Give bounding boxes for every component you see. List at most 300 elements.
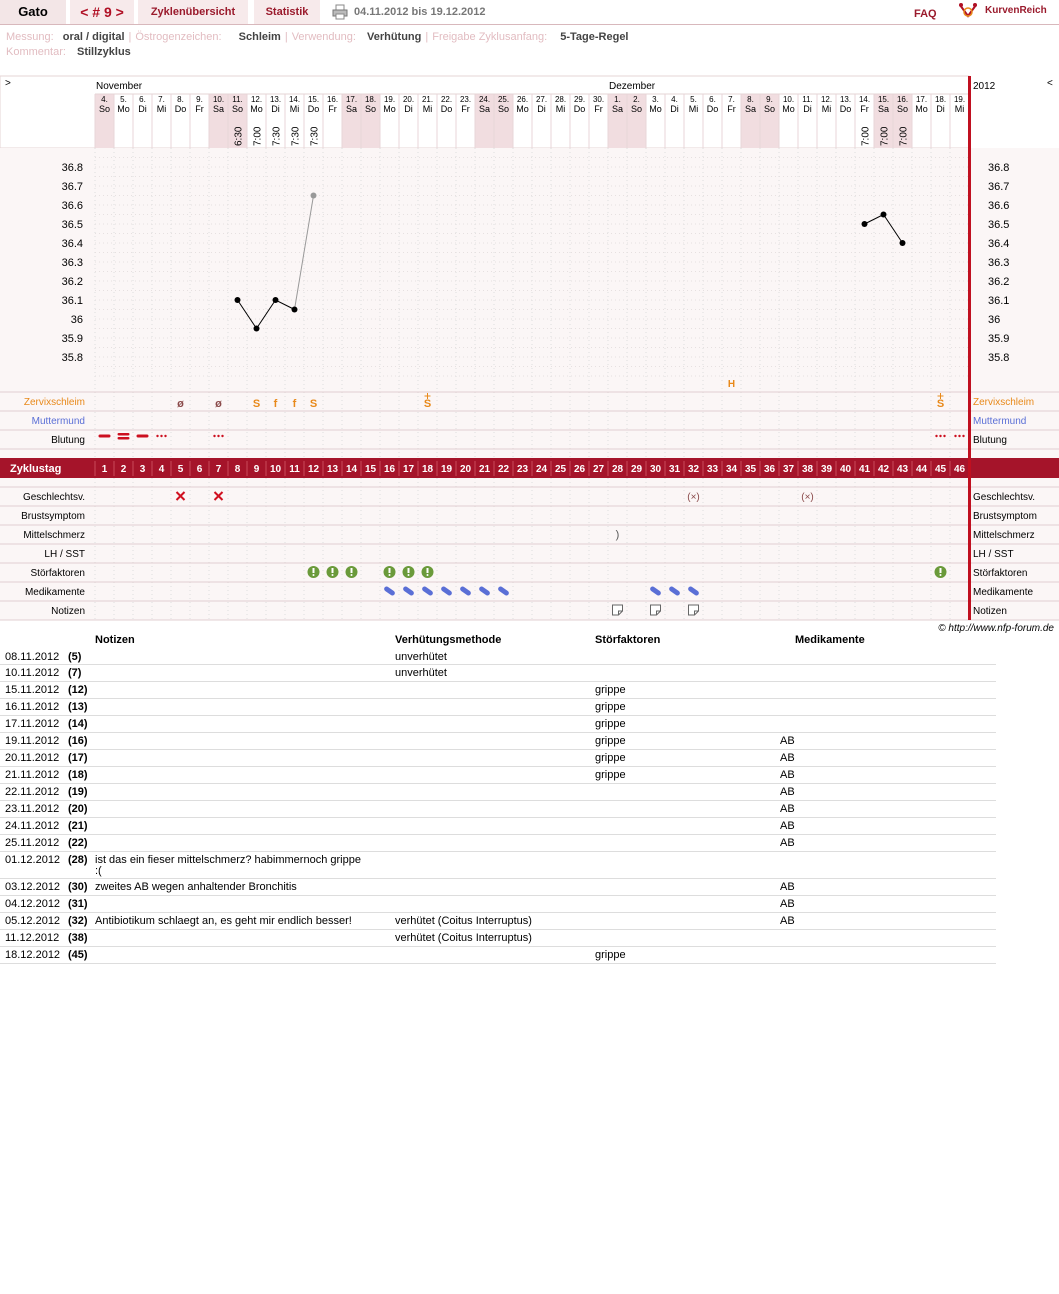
cycle-day-number: 35 bbox=[744, 464, 757, 475]
faq-link[interactable]: FAQ bbox=[914, 8, 937, 20]
row-date: 03.12.2012 bbox=[5, 881, 61, 893]
weekday-label: Sa bbox=[212, 104, 225, 114]
row-date: 18.12.2012 bbox=[5, 949, 61, 961]
disturbance-icon-bar bbox=[332, 568, 334, 573]
disturbance-icon-dot bbox=[332, 574, 334, 576]
temp-tick-right: 36.3 bbox=[988, 257, 1010, 269]
temp-point bbox=[235, 297, 241, 303]
weekday-label: Fr bbox=[461, 104, 470, 114]
verwendung-value: Verhütung bbox=[366, 31, 422, 43]
row-medication: AB bbox=[780, 837, 795, 849]
weekday-label: Do bbox=[174, 104, 187, 114]
label-zervixschleim: Zervixschleim bbox=[23, 397, 85, 408]
row-medication: AB bbox=[780, 803, 795, 815]
cycle-day-number: 28 bbox=[611, 464, 624, 475]
table-row bbox=[0, 699, 996, 716]
measure-time: 7:00 bbox=[252, 126, 264, 146]
date-label: 11. bbox=[802, 95, 813, 104]
label-brust: Brustsymptom bbox=[21, 511, 85, 522]
zervix-mark: S bbox=[936, 398, 945, 410]
bleeding-strong bbox=[118, 437, 130, 440]
cycle-day-number: 2 bbox=[120, 464, 127, 475]
row-date: 23.11.2012 bbox=[5, 803, 60, 815]
bleeding-spotting bbox=[962, 435, 964, 437]
label-notizen: Notizen bbox=[51, 606, 85, 617]
month-december: Dezember bbox=[609, 81, 656, 92]
date-label: 12. bbox=[820, 95, 833, 104]
table-row bbox=[0, 733, 996, 750]
row-cycle-day: (13) bbox=[68, 701, 88, 713]
row-disturbance: grippe bbox=[595, 701, 626, 713]
date-label: 20. bbox=[402, 95, 415, 104]
date-label: 7. bbox=[158, 95, 165, 104]
weekday-label: Mi bbox=[289, 104, 300, 114]
bleeding-spotting bbox=[156, 435, 158, 437]
date-label: 15. bbox=[307, 95, 320, 104]
freigabe-value: 5-Tage-Regel bbox=[560, 31, 629, 43]
row-medication: AB bbox=[780, 786, 795, 798]
date-label: 30. bbox=[592, 95, 605, 104]
temp-tick-left: 36.6 bbox=[61, 200, 83, 212]
weekday-label: Fr bbox=[727, 104, 736, 114]
row-cycle-day: (14) bbox=[68, 718, 88, 730]
measure-time: 7:30 bbox=[290, 126, 302, 146]
table-row bbox=[0, 767, 996, 784]
date-label: 2. bbox=[633, 95, 640, 104]
temp-tick-left: 35.9 bbox=[61, 333, 83, 345]
row-cycle-day: (20) bbox=[68, 803, 88, 815]
row-cycle-day: (28) bbox=[68, 854, 88, 866]
cycle-day-number: 38 bbox=[801, 464, 814, 475]
weekday-label: Di bbox=[803, 104, 812, 114]
cycle-day-number: 31 bbox=[668, 464, 681, 475]
intercourse-protected-mark: (×) bbox=[801, 492, 814, 503]
tab-statistics[interactable]: Statistik bbox=[254, 0, 320, 24]
disturbance-icon-bar bbox=[313, 568, 315, 573]
copyright: © http://www.nfp-forum.de bbox=[938, 623, 1054, 634]
label-mittel-right: Mittelschmerz bbox=[973, 530, 1035, 541]
cycle-day-number: 10 bbox=[269, 464, 282, 475]
cycle-day-number: 23 bbox=[516, 464, 529, 475]
column-header: Verhütungsmethode bbox=[395, 634, 502, 646]
weekday-label: Mi bbox=[555, 104, 566, 114]
label-blutung: Blutung bbox=[51, 435, 85, 446]
disturbance-icon-bar bbox=[351, 568, 353, 573]
zervix-mark: S bbox=[423, 398, 432, 410]
cycle-day-number: 7 bbox=[215, 464, 222, 475]
weekday-label: Di bbox=[670, 104, 679, 114]
temp-tick-right: 35.9 bbox=[988, 333, 1010, 345]
date-label: 18. bbox=[364, 95, 377, 104]
weekday-label: Do bbox=[307, 104, 320, 114]
weekday-label: Sa bbox=[478, 104, 491, 114]
date-label: 18. bbox=[934, 95, 947, 104]
row-date: 08.11.2012 bbox=[5, 651, 60, 663]
cycle-day-number: 45 bbox=[934, 464, 947, 475]
weekday-label: Mi bbox=[688, 104, 699, 114]
row-medication: AB bbox=[780, 820, 795, 832]
row-disturbance: grippe bbox=[595, 718, 626, 730]
temp-tick-right: 36 bbox=[988, 314, 1001, 326]
row-cycle-day: (31) bbox=[68, 898, 88, 910]
temp-point bbox=[862, 221, 868, 227]
row-medication: AB bbox=[780, 915, 795, 927]
row-date: 04.12.2012 bbox=[5, 898, 61, 910]
column-header: Notizen bbox=[95, 634, 135, 646]
oestrogen-label: Östrogenzeichen: bbox=[135, 31, 222, 43]
cycle-day-number: 4 bbox=[158, 464, 165, 475]
date-label: 9. bbox=[766, 95, 773, 104]
date-label: 8. bbox=[747, 95, 754, 104]
row-cycle-day: (32) bbox=[68, 915, 88, 927]
cycle-day-number: 30 bbox=[649, 464, 662, 475]
table-row bbox=[0, 852, 996, 879]
weekday-label: Fr bbox=[195, 104, 204, 114]
weekday-label: So bbox=[364, 104, 377, 114]
table-row bbox=[0, 682, 996, 699]
row-cycle-day: (5) bbox=[68, 651, 82, 663]
label-muttermund-right: Muttermund bbox=[973, 416, 1027, 427]
date-label: 24. bbox=[478, 95, 491, 104]
date-label: 17. bbox=[915, 95, 928, 104]
cycle-day-number: 22 bbox=[497, 464, 510, 475]
table-row bbox=[0, 665, 996, 682]
zervix-mark: ø bbox=[177, 398, 184, 410]
measure-time: 7:30 bbox=[309, 126, 321, 146]
cycle-day-number: 5 bbox=[177, 464, 184, 475]
cycle-day-number: 13 bbox=[326, 464, 339, 475]
weekday-label: Do bbox=[440, 104, 453, 114]
cycle-day-number: 33 bbox=[706, 464, 719, 475]
cycle-day-number: 8 bbox=[234, 464, 241, 475]
label-lh-right: LH / SST bbox=[973, 549, 1014, 560]
temp-point bbox=[292, 307, 298, 313]
date-label: 5. bbox=[120, 95, 127, 104]
weekday-label: So bbox=[497, 104, 510, 114]
row-disturbance: grippe bbox=[595, 735, 626, 747]
oestrogen-value: Schleim bbox=[238, 31, 281, 43]
bleeding-spotting bbox=[213, 435, 215, 437]
date-label: 8. bbox=[177, 95, 184, 104]
row-cycle-day: (21) bbox=[68, 820, 88, 832]
bleeding-spotting bbox=[221, 435, 223, 437]
weekday-label: So bbox=[98, 104, 111, 114]
bleeding-spotting bbox=[164, 435, 166, 437]
row-date: 21.11.2012 bbox=[5, 769, 60, 781]
weekday-label: Di bbox=[936, 104, 945, 114]
month-november: November bbox=[96, 81, 143, 92]
cycle-day-number: 16 bbox=[383, 464, 396, 475]
row-medication: AB bbox=[780, 898, 795, 910]
date-label: 16. bbox=[896, 95, 909, 104]
column-header: Störfaktoren bbox=[595, 634, 661, 646]
cycle-day-number: 27 bbox=[592, 464, 605, 475]
cycle-day-number: 44 bbox=[915, 464, 928, 475]
date-label: 29. bbox=[573, 95, 586, 104]
messung-value: oral / digital bbox=[62, 31, 125, 43]
date-label: 28. bbox=[554, 95, 567, 104]
temp-tick-right: 36.2 bbox=[988, 276, 1010, 288]
user-name: Gato bbox=[0, 0, 66, 24]
temp-tick-right: 36.4 bbox=[988, 238, 1010, 250]
row-date: 01.12.2012 bbox=[5, 854, 61, 866]
bleeding-spotting bbox=[943, 435, 945, 437]
date-label: 6. bbox=[709, 95, 716, 104]
temp-tick-right: 36.7 bbox=[988, 181, 1010, 193]
date-label: 7. bbox=[728, 95, 735, 104]
label-zervixschleim-right: Zervixschleim bbox=[973, 397, 1035, 408]
table-row bbox=[0, 913, 996, 930]
cycle-day-number: 37 bbox=[782, 464, 795, 475]
date-label: 22. bbox=[440, 95, 453, 104]
temp-tick-left: 36.3 bbox=[61, 257, 83, 269]
label-medi-right: Medikamente bbox=[973, 587, 1034, 598]
cycle-navigator[interactable]: < # 9 > bbox=[70, 0, 134, 24]
table-row bbox=[0, 716, 996, 733]
label-mittel: Mittelschmerz bbox=[23, 530, 85, 541]
row-note: Antibiotikum schlaegt an, es geht mir endlich besser! bbox=[95, 915, 352, 927]
nav-next-arrow[interactable]: < bbox=[1047, 78, 1053, 89]
weekday-label: Fr bbox=[328, 104, 337, 114]
date-label: 15. bbox=[877, 95, 890, 104]
sign-area-bg bbox=[0, 392, 1059, 458]
temp-tick-right: 36.8 bbox=[988, 162, 1010, 174]
cycle-day-number: 46 bbox=[953, 464, 966, 475]
weekday-label: Fr bbox=[860, 104, 869, 114]
cycle-day-number: 34 bbox=[725, 464, 738, 475]
date-range: 04.11.2012 bis 19.12.2012 bbox=[354, 6, 486, 18]
date-label: 16. bbox=[326, 95, 339, 104]
table-row bbox=[0, 930, 996, 947]
cycle-day-number: 32 bbox=[687, 464, 700, 475]
row-cycle-day: (38) bbox=[68, 932, 88, 944]
weekday-label: Sa bbox=[345, 104, 358, 114]
row-method: unverhütet bbox=[395, 651, 447, 663]
notes-table-header bbox=[0, 634, 996, 648]
measure-time: 7:00 bbox=[898, 126, 910, 146]
temp-tick-right: 36.5 bbox=[988, 219, 1010, 231]
row-cycle-day: (45) bbox=[68, 949, 88, 961]
date-label: 27. bbox=[535, 95, 548, 104]
row-disturbance: grippe bbox=[595, 949, 626, 961]
label-muttermund: Muttermund bbox=[31, 416, 85, 427]
temp-area-right-bg bbox=[970, 148, 1059, 392]
disturbance-icon-dot bbox=[940, 574, 942, 576]
row-medication: AB bbox=[780, 769, 795, 781]
bleeding-spotting bbox=[935, 435, 937, 437]
cycle-day-number: 3 bbox=[139, 464, 146, 475]
date-label: 19. bbox=[953, 95, 966, 104]
temp-area-bg bbox=[0, 148, 969, 392]
weekday-label: Di bbox=[138, 104, 147, 114]
cycle-day-number: 9 bbox=[253, 464, 260, 475]
date-label: 11. bbox=[232, 95, 243, 104]
zervix-mark: S bbox=[252, 398, 261, 410]
row-cycle-day: (17) bbox=[68, 752, 88, 764]
row-date: 24.11.2012 bbox=[5, 820, 60, 832]
weekday-label: Sa bbox=[611, 104, 624, 114]
label-zyklustag: Zyklustag bbox=[10, 463, 62, 475]
table-row bbox=[0, 801, 996, 818]
label-brust-right: Brustsymptom bbox=[973, 511, 1037, 522]
row-method: verhütet (Coitus Interruptus) bbox=[395, 915, 532, 927]
cycle-chart bbox=[0, 0, 1059, 640]
label-lh: LH / SST bbox=[44, 549, 85, 560]
disturbance-icon-bar bbox=[408, 568, 410, 573]
date-label: 4. bbox=[671, 95, 678, 104]
date-label: 4. bbox=[101, 95, 108, 104]
row-disturbance: grippe bbox=[595, 769, 626, 781]
cycle-day-number: 26 bbox=[573, 464, 586, 475]
row-disturbance: grippe bbox=[595, 752, 626, 764]
temp-tick-left: 36.7 bbox=[61, 181, 83, 193]
bleeding-spotting bbox=[217, 435, 219, 437]
cycle-day-number: 39 bbox=[820, 464, 833, 475]
row-cycle-day: (30) bbox=[68, 881, 88, 893]
row-disturbance: grippe bbox=[595, 684, 626, 696]
verwendung-label: Verwendung: bbox=[291, 31, 356, 43]
weekday-label: Mi bbox=[156, 104, 167, 114]
freigabe-label: Freigabe Zyklusanfang: bbox=[432, 31, 548, 43]
label-notizen-right: Notizen bbox=[973, 606, 1007, 617]
weekday-label: Di bbox=[271, 104, 280, 114]
cycle-day-number: 21 bbox=[478, 464, 491, 475]
row-note: zweites AB wegen anhaltender Bronchitis bbox=[95, 881, 297, 893]
weekday-label: Fr bbox=[594, 104, 603, 114]
date-label: 5. bbox=[690, 95, 697, 104]
year-label: 2012 bbox=[973, 81, 996, 92]
temp-point bbox=[273, 297, 279, 303]
nav-prev-arrow[interactable]: > bbox=[5, 78, 11, 89]
weekday-label: So bbox=[896, 104, 909, 114]
disturbance-icon-dot bbox=[389, 574, 391, 576]
disturbance-icon-bar bbox=[427, 568, 429, 573]
bleeding-spotting bbox=[954, 435, 956, 437]
row-method: verhütet (Coitus Interruptus) bbox=[395, 932, 532, 944]
date-label: 14. bbox=[858, 95, 871, 104]
weekday-label: Mo bbox=[782, 104, 795, 114]
weekday-label: Mi bbox=[422, 104, 433, 114]
weekday-label: Mo bbox=[649, 104, 662, 114]
date-label: 21. bbox=[421, 95, 434, 104]
row-medication: AB bbox=[780, 881, 795, 893]
cycle-day-number: 12 bbox=[307, 464, 320, 475]
row-method: unverhütet bbox=[395, 667, 447, 679]
label-gv-right: Geschlechtsv. bbox=[973, 492, 1036, 503]
temp-point bbox=[254, 326, 260, 332]
weekday-label: Di bbox=[537, 104, 546, 114]
zervix-mark: f bbox=[292, 398, 297, 410]
table-row bbox=[0, 750, 996, 767]
row-date: 20.11.2012 bbox=[5, 752, 60, 764]
cycle-day-number: 41 bbox=[858, 464, 871, 475]
row-date: 17.11.2012 bbox=[5, 718, 60, 730]
row-date: 10.11.2012 bbox=[5, 667, 60, 679]
weekday-label: Do bbox=[573, 104, 586, 114]
cycle-day-number: 14 bbox=[345, 464, 358, 475]
weekday-label: Sa bbox=[744, 104, 757, 114]
row-cycle-day: (16) bbox=[68, 735, 88, 747]
cycle-day-number: 1 bbox=[101, 464, 108, 475]
label-gv: Geschlechtsv. bbox=[22, 492, 85, 503]
row-note-continued: :( bbox=[95, 865, 102, 877]
temp-tick-right: 36.6 bbox=[988, 200, 1010, 212]
weekday-label: Mo bbox=[383, 104, 396, 114]
temp-point bbox=[900, 240, 906, 246]
weekday-label: Mi bbox=[954, 104, 965, 114]
disturbance-icon-dot bbox=[351, 574, 353, 576]
date-label: 14. bbox=[288, 95, 301, 104]
disturbance-icon-bar bbox=[940, 568, 942, 573]
tab-cycle-overview[interactable]: Zyklenübersicht bbox=[138, 0, 248, 24]
table-row bbox=[0, 896, 996, 913]
cycle-day-number: 36 bbox=[763, 464, 776, 475]
row-cycle-day: (12) bbox=[68, 684, 88, 696]
kommentar-value: Stillzyklus bbox=[76, 46, 131, 58]
bleeding-strong bbox=[118, 433, 130, 436]
row-note: ist das ein fieser mittelschmerz? habimmernoch grippe bbox=[95, 854, 361, 866]
row-cycle-day: (7) bbox=[68, 667, 82, 679]
label-stoer: Störfaktoren bbox=[30, 568, 85, 579]
weekday-label: Do bbox=[706, 104, 719, 114]
weekday-label: Do bbox=[839, 104, 852, 114]
temp-tick-left: 36.4 bbox=[61, 238, 83, 250]
date-label: 19. bbox=[383, 95, 396, 104]
temp-tick-left: 36.2 bbox=[61, 276, 83, 288]
table-row bbox=[0, 835, 996, 852]
row-date: 05.12.2012 bbox=[5, 915, 61, 927]
zervix-mark: ø bbox=[215, 398, 222, 410]
cycle-day-number: 17 bbox=[402, 464, 415, 475]
bleeding-spotting bbox=[939, 435, 941, 437]
temp-tick-left: 36.1 bbox=[61, 295, 83, 307]
date-label: 6. bbox=[139, 95, 146, 104]
disturbance-icon-dot bbox=[427, 574, 429, 576]
mittelschmerz-mark: ) bbox=[615, 529, 620, 541]
disturbance-icon-dot bbox=[313, 574, 315, 576]
measure-time: 7:00 bbox=[860, 126, 872, 146]
temp-tick-left: 35.8 bbox=[61, 352, 83, 364]
date-label: 17. bbox=[345, 95, 358, 104]
cycle-day-number: 40 bbox=[839, 464, 852, 475]
cycle-day-number: 15 bbox=[364, 464, 377, 475]
zervix-mark: f bbox=[273, 398, 278, 410]
disturbance-icon-dot bbox=[408, 574, 410, 576]
cycle-day-number: 11 bbox=[289, 464, 300, 475]
weekday-label: So bbox=[630, 104, 643, 114]
temp-point-excluded bbox=[311, 193, 317, 199]
temp-point bbox=[881, 212, 887, 218]
cycle-day-number: 6 bbox=[196, 464, 203, 475]
date-label: 12. bbox=[250, 95, 263, 104]
date-label: 13. bbox=[839, 95, 852, 104]
label-medi: Medikamente bbox=[24, 587, 85, 598]
weekday-label: So bbox=[763, 104, 776, 114]
date-label: 10. bbox=[782, 95, 795, 104]
date-label: 1. bbox=[614, 95, 621, 104]
date-label: 13. bbox=[269, 95, 282, 104]
measure-time: 6:30 bbox=[233, 126, 245, 146]
date-label: 3. bbox=[652, 95, 659, 104]
measure-time: 7:00 bbox=[879, 126, 891, 146]
messung-label: Messung: bbox=[6, 31, 54, 43]
weekday-label: So bbox=[231, 104, 244, 114]
kommentar-label: Kommentar: bbox=[6, 46, 66, 58]
date-label: 9. bbox=[196, 95, 203, 104]
date-label: 26. bbox=[516, 95, 529, 104]
cycle-day-number: 24 bbox=[535, 464, 548, 475]
row-date: 11.12.2012 bbox=[5, 932, 60, 944]
